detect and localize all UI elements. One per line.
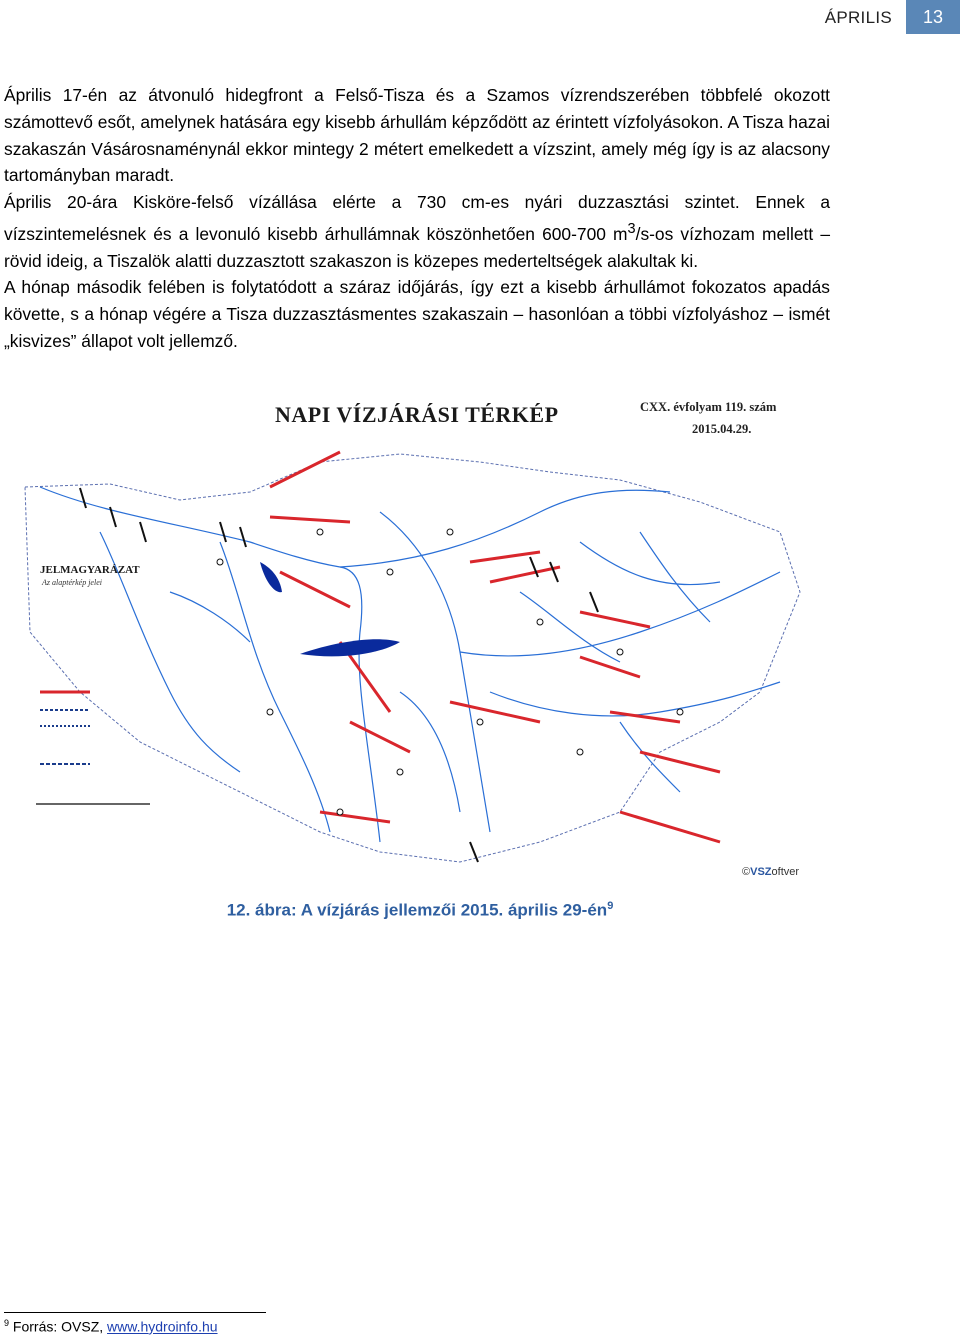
footnote-divider <box>4 1312 266 1313</box>
river-network <box>40 487 780 842</box>
page-number: 13 <box>906 0 960 34</box>
lake-balaton <box>300 639 400 656</box>
obstruction-markers <box>80 488 598 862</box>
page-header <box>825 0 960 34</box>
map-volume: CXX. évfolyam 119. szám <box>640 400 777 414</box>
water-level-map <box>20 392 820 892</box>
figure-caption: 12. ábra: A vízjárás jellemzői 2015. április $29-én^9$ <box>226 900 614 920</box>
lake-velence <box>260 562 282 592</box>
paragraph-3: A hónap második felében is folytatódott a száraz időjárás, így ezt a kisebb árhullámot fokozatos apadás követte, s a hónap végére a Tisza duzzasztásmentes szakaszain – hasonlóan a többi vízfolyáshoz – ismét „kisvizes” állapot volt jellemző. <box>4 277 830 351</box>
legend-subtitle: Az alaptérkép jelei <box>42 578 102 587</box>
chapter-label: ÁPRILIS <box>824 8 892 27</box>
source-link[interactable]: www.hydroinfo.hu <box>107 1318 218 1335</box>
map-date: 2015.04.29. <box>692 422 752 436</box>
body-text <box>4 82 830 355</box>
footnote: $^9$ Forrás: OVSZ, www.hydroinfo.hu <box>4 1318 218 1335</box>
city-markers <box>217 529 683 815</box>
map-title: NAPI VÍZJÁRÁSI TÉRKÉP <box>275 402 559 427</box>
country-outline <box>25 454 800 862</box>
map-drawing <box>20 392 820 892</box>
paragraph-2: Április 20-ára Kisköre-felső vízállása elérte a 730 cm-es nyári duzzasztási szintet. Ennek a vízszintemelésnek és a levonuló kisebb árhullámnak köszönhetően 600-700 $m^3/s-os$ vízhozam mellett – rövid ideig, a Tiszalök alatti duzzasztott szakaszon is közepes mederteltségek alakultak ki. <box>4 192 830 271</box>
paragraph-1: Április 17-én az átvonuló hidegfront a Felső-Tisza és a Szamos vízrendszerében többfelé okozott számottevő esőt, amelynek hatására egy kisebb árhullám képződött az érintett vízfolyásokon. A Tisza hazai szakaszán Vásárosnaménynál ekkor mintegy 2 métert emelkedett a vízszint, amely még így is az alacsony tartományban maradt. <box>4 85 830 186</box>
legend-title: JELMAGYARÁZAT <box>40 564 140 576</box>
map-logo: ©VSZoftver <box>742 866 800 878</box>
legend-swatches <box>36 692 150 804</box>
